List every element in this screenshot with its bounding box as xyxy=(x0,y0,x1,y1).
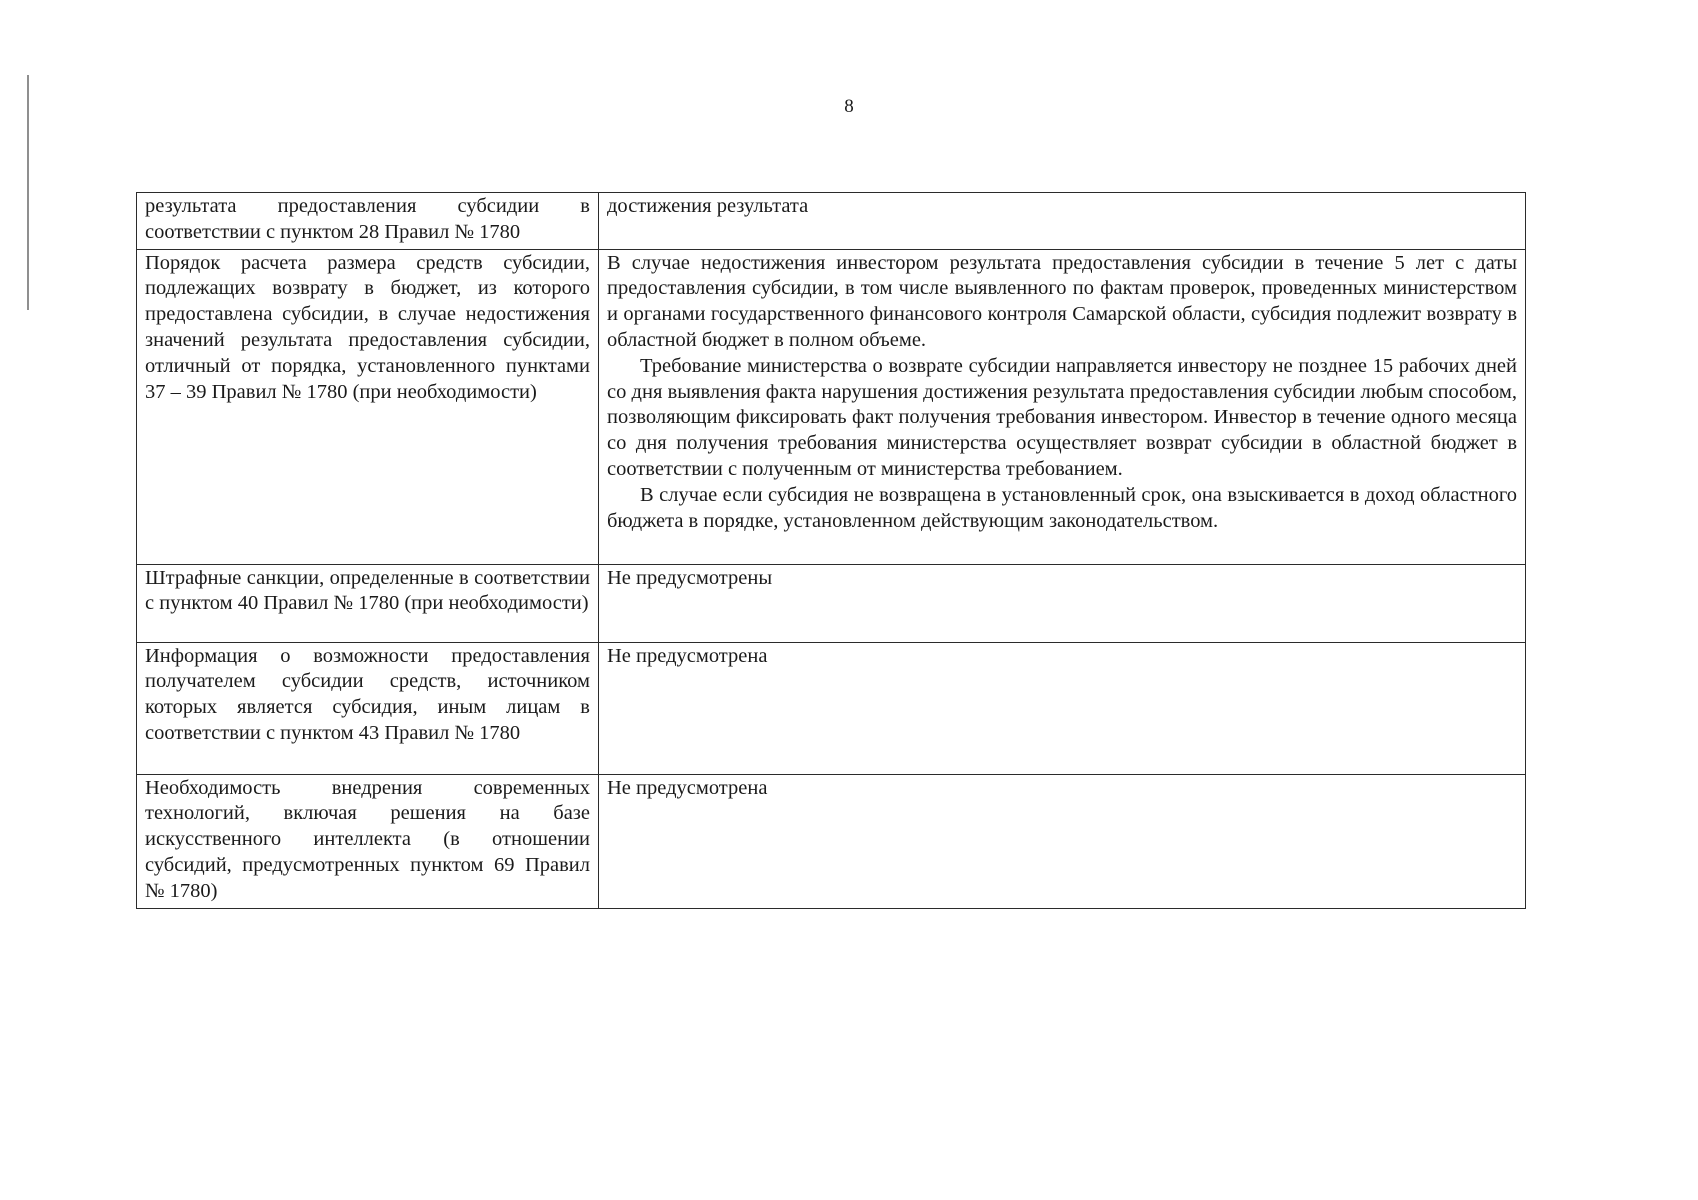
row-value-paragraph: В случае недостижения инвестором результата предоставления субсидии в течение 5 лет с даты предоставления субсидии, в том числе выявленного по фактам проверок, проведенных министерством и органами государственного финансового контроля Самарской области, субсидия подлежит возврату в областной бюджет в полном объеме. xyxy=(607,251,1517,351)
row-value-paragraph: Требование министерства о возврате субсидии направляется инвестору не позднее 15 рабочих дней со дня выявления факта нарушения достижения результата предоставления субсидии любым способом, позволяющим фиксировать факт получения требования инвестором. Инвестор в течение одного месяца со дня получения требования министерства осуществляет возврат субсидии в областной бюджет в соответствии с полученным от министерства требованием. xyxy=(607,354,1517,480)
row-value-paragraph: Не предусмотрена xyxy=(607,644,768,667)
row-value xyxy=(599,193,1526,250)
row-value xyxy=(599,564,1526,642)
row-value-paragraph: достижения результата xyxy=(607,195,809,217)
page-number: 8 xyxy=(844,96,854,117)
row-label: результата предоставления субсидии в соответствии с пунктом 28 Правил № 1780 xyxy=(137,193,599,250)
row-value xyxy=(599,642,1526,774)
row-value-paragraph: В случае если субсидия не возвращена в установленный срок, она взыскивается в доход областного бюджета в порядке, установленном действующим законодательством. xyxy=(607,483,1517,532)
table-row xyxy=(137,774,1526,908)
table-row xyxy=(137,642,1526,774)
row-label: Порядок расчета размера средств субсидии, подлежащих возврату в бюджет, из которого предоставлена субсидии, в случае недостижения значений результата предоставления субсидии, отличный от порядка, установленного пунктами 37 – 39 Правил № 1780 (при необходимости) xyxy=(137,249,599,564)
row-label: Информация о возможности предоставления получателем субсидии средств, источником которых является субсидия, иным лицам в соответствии с пунктом 43 Правил № 1780 xyxy=(137,642,599,774)
row-value-paragraph: Не предусмотрены xyxy=(607,566,773,589)
table-row xyxy=(137,249,1526,564)
row-label: Штрафные санкции, определенные в соответствии с пунктом 40 Правил № 1780 (при необходимости) xyxy=(137,564,599,642)
row-value xyxy=(599,249,1526,564)
table-row xyxy=(137,564,1526,642)
row-value xyxy=(599,774,1526,908)
row-value-paragraph: Не предусмотрена xyxy=(607,776,768,799)
document-table xyxy=(136,192,1526,909)
row-label: Необходимость внедрения современных технологий, включая решения на базе искусственного интеллекта (в отношении субсидий, предусмотренных пунктом 69 Правил № 1780) xyxy=(137,774,599,908)
table-row xyxy=(137,193,1526,250)
